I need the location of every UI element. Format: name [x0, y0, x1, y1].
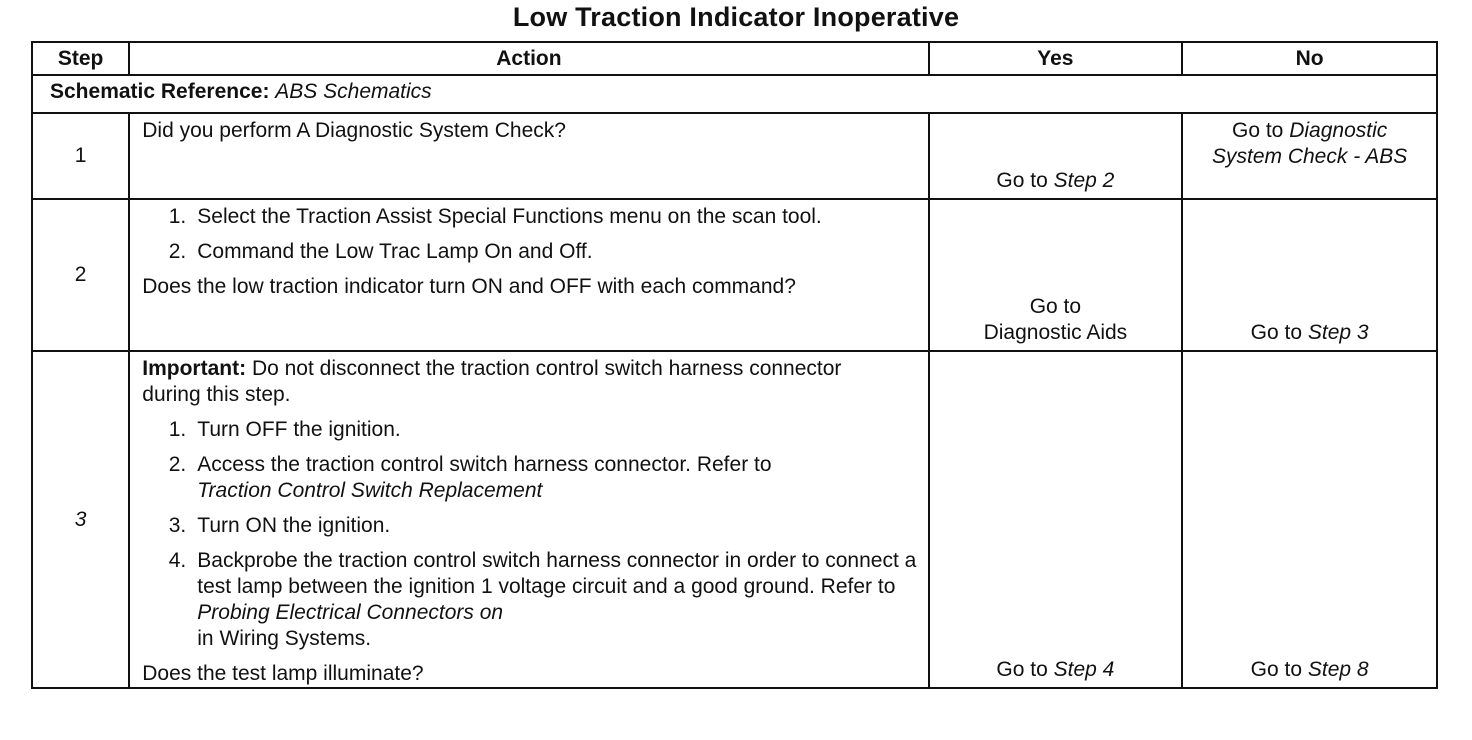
step-question: Does the low traction indicator turn ON and OFF with each command?	[142, 275, 796, 298]
item-number: 1.	[168, 205, 187, 228]
no-prefix: Go to	[1250, 658, 1303, 681]
list-item	[162, 204, 822, 230]
item-number: 3.	[168, 514, 187, 537]
no-cell	[1182, 199, 1437, 351]
header-yes: Yes	[929, 42, 1183, 75]
yes-ref: Step 2	[1053, 169, 1115, 192]
step-question: Did you perform A Diagnostic System Check?	[142, 119, 566, 142]
step-action	[129, 113, 928, 199]
yes-prefix: Go to	[996, 169, 1048, 192]
list-item	[162, 417, 917, 443]
step-number: 3	[32, 351, 129, 688]
list-item	[162, 239, 917, 265]
no-ref: Step 3	[1307, 321, 1369, 344]
header-row	[32, 42, 1437, 75]
yes-cell	[929, 113, 1183, 199]
step-number: 2	[32, 199, 129, 351]
item-number: 2.	[168, 240, 187, 263]
no-cell	[1182, 351, 1437, 688]
step-action	[129, 199, 928, 351]
item-number: 4.	[168, 549, 187, 572]
item-text: Access the traction control switch harness connector. Refer to	[197, 453, 772, 476]
item-text: Select the Traction Assist Special Functions menu on the scan tool.	[197, 205, 822, 228]
schematic-reference	[32, 75, 1437, 113]
no-ref: Step 8	[1307, 658, 1369, 681]
no-prefix: Go to	[1231, 119, 1284, 142]
list-item	[162, 513, 917, 539]
step-question: Does the test lamp illuminate?	[142, 662, 424, 685]
header-step: Step	[32, 42, 129, 75]
table-row	[32, 113, 1437, 199]
no-cell	[1182, 113, 1437, 199]
important-label: Important:	[142, 357, 247, 380]
header-no: No	[1182, 42, 1437, 75]
header-action: Action	[129, 42, 928, 75]
no-prefix: Go to	[1250, 321, 1303, 344]
schematic-value: ABS Schematics	[275, 80, 432, 103]
item-ref: Traction Control Switch Replacement	[197, 479, 543, 502]
yes-prefix: Go to	[1029, 295, 1082, 318]
item-number: 1.	[168, 418, 187, 441]
yes-cell	[929, 199, 1183, 351]
yes-ref: Diagnostic Aids	[983, 321, 1128, 344]
item-text: Turn ON the ignition.	[197, 514, 391, 537]
important-note	[142, 356, 872, 408]
item-ref: Probing Electrical Connectors on	[197, 601, 504, 624]
schematic-row	[32, 75, 1437, 113]
table-row	[32, 199, 1437, 351]
important-text: Do not disconnect the traction control switch harness connector during this step.	[142, 357, 842, 406]
schematic-label: Schematic Reference:	[50, 80, 270, 103]
item-text: Turn OFF the ignition.	[197, 418, 401, 441]
step-number: 1	[32, 113, 129, 199]
diagnostic-table	[31, 41, 1438, 689]
table-row	[32, 351, 1437, 688]
item-tail: in Wiring Systems.	[197, 627, 372, 650]
yes-cell	[929, 351, 1183, 688]
item-text: Command the Low Trac Lamp On and Off.	[197, 240, 593, 263]
item-text: Backprobe the traction control switch harness connector in order to connect a test lamp between the ignition 1 voltage circuit and a good ground. Refer to	[197, 549, 917, 598]
item-number: 2.	[168, 453, 187, 476]
step-action	[129, 351, 928, 688]
page-title: Low Traction Indicator Inoperative	[512, 2, 960, 32]
no-ref: Diagnostic System Check - ABS	[1211, 119, 1408, 168]
yes-ref: Step 4	[1053, 658, 1115, 681]
yes-prefix: Go to	[996, 658, 1048, 681]
list-item	[162, 548, 917, 652]
list-item	[162, 452, 917, 504]
